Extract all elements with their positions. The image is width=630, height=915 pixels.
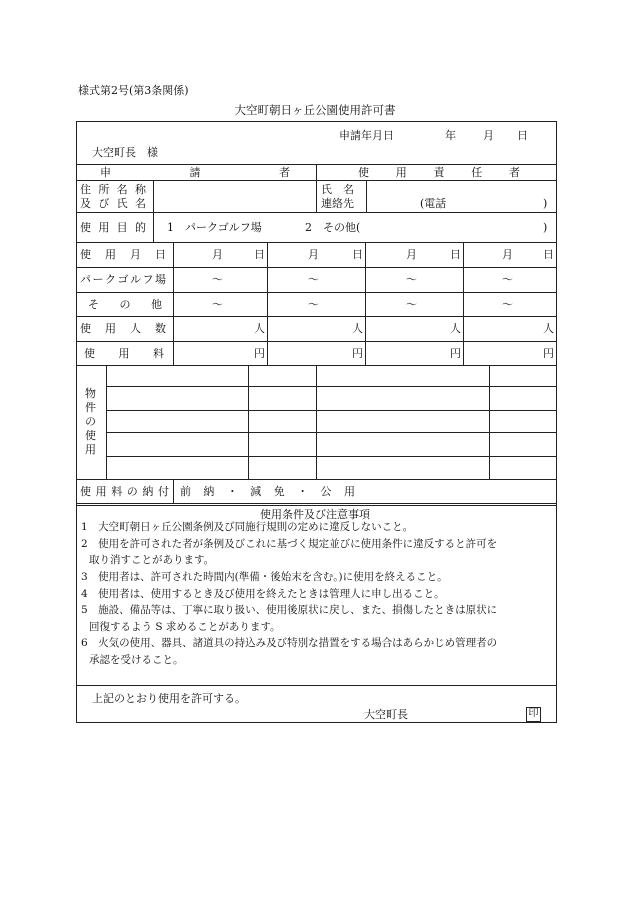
payment-option-char[interactable]: 納 (203, 485, 215, 498)
others-label (88, 298, 162, 311)
date-day-4: 日 (543, 248, 554, 261)
approval-statement: 上記のとおり使用を許可する。 (92, 692, 246, 705)
fee-unit-1: 円 (254, 347, 265, 360)
responsible-heading-char: 用 (395, 166, 407, 179)
addressee: 大空町長 様 (92, 146, 158, 159)
people-unit-2: 人 (352, 322, 363, 335)
address-label-1-char: 所 (98, 183, 110, 196)
payment-label (80, 485, 169, 498)
payment-separator: ・ (297, 485, 309, 498)
phone-label: (電話 (420, 197, 447, 210)
time-range-tilde-1: ～ (212, 273, 223, 286)
applicant-heading-char: 請 (189, 166, 201, 179)
people-label-char: 用 (105, 322, 116, 335)
payment-label-char: 料 (111, 485, 123, 498)
condition-line: 1 大空町朝日ヶ丘公園条例及び同施行規則の定めに違反しないこと。 (81, 521, 414, 533)
use-date-label-char: 使 (80, 248, 91, 261)
payment-option-char[interactable]: 用 (343, 485, 355, 498)
payment-label-char: の (126, 485, 138, 498)
condition-line: 取り消すことがあります。 (89, 554, 215, 566)
time-range-tilde-2: ～ (308, 298, 319, 311)
responsible-heading-char: 者 (509, 166, 520, 179)
park-golf-label-char: ゴ (117, 273, 129, 286)
people-unit-4: 人 (543, 322, 554, 335)
address-label-1-char: 称 (134, 183, 146, 196)
date-month-4: 月 (502, 248, 513, 261)
payment-option-char[interactable]: 免 (273, 485, 285, 498)
payment-label-char: 付 (157, 485, 169, 498)
others-label-char: 他 (151, 298, 162, 311)
time-range-tilde-1: ～ (212, 298, 223, 311)
page-title: 大空町朝日ヶ丘公園使用許可書 (234, 103, 396, 117)
responsible-heading-char: 責 (433, 166, 445, 179)
address-label-2-char: 及 (80, 197, 91, 210)
fee-unit-3: 円 (450, 347, 461, 360)
items-label-char: 件 (85, 401, 96, 414)
people-unit-1: 人 (254, 322, 265, 335)
fee-unit-4: 円 (543, 347, 554, 360)
park-golf-label-char: ル (130, 273, 141, 286)
park-golf-label (80, 273, 166, 286)
people-label (80, 322, 166, 335)
payment-label-char: 使 (80, 485, 91, 498)
address-label-1-char: 住 (80, 183, 91, 196)
conditions-title: 使用条件及び注意事項 (260, 508, 370, 521)
contact-label: 連絡先 (321, 197, 354, 210)
date-month-1: 月 (212, 248, 223, 261)
application-day: 日 (517, 129, 528, 142)
use-date-label (80, 248, 166, 261)
condition-line: 2 使用を許可された者が条例及びこれに基づく規定並びに使用条件に違反すると許可を (81, 538, 498, 550)
date-day-1: 日 (254, 248, 265, 261)
use-date-label-char: 月 (130, 248, 141, 261)
address-label-2-char: び (98, 197, 110, 210)
items-label-char: 物 (85, 387, 96, 400)
phone-close: ) (543, 197, 548, 210)
application-month: 月 (483, 129, 494, 142)
condition-line: 承認を受けること。 (89, 654, 184, 666)
park-golf-label-char: パ (80, 273, 91, 286)
seal-mark: 印 (526, 707, 541, 722)
date-day-3: 日 (450, 248, 461, 261)
address-label-1 (80, 183, 146, 196)
purpose-label (80, 221, 146, 234)
time-range-tilde-3: ～ (406, 298, 417, 311)
park-golf-label-char: 場 (155, 273, 166, 286)
time-range-tilde-4: ～ (502, 273, 513, 286)
payment-label-char: 用 (95, 485, 107, 498)
time-range-tilde-4: ～ (502, 298, 513, 311)
address-label-2-char: 氏 (116, 197, 128, 210)
address-label-1-char: 名 (116, 183, 128, 196)
application-date-label: 申請年月日 (339, 129, 394, 142)
fee-unit-2: 円 (352, 347, 363, 360)
people-label-char: 人 (130, 322, 141, 335)
applicant-heading-char: 申 (100, 166, 111, 179)
date-month-2: 月 (308, 248, 319, 261)
items-label-char: 使 (85, 429, 96, 442)
others-label-char: の (119, 298, 131, 311)
park-golf-label-char: フ (142, 273, 154, 286)
address-label-2-char: 名 (134, 197, 146, 210)
people-unit-3: 人 (450, 322, 461, 335)
date-day-2: 日 (352, 248, 363, 261)
condition-line: 3 使用者は、許可された時間内(準備・後始末を含む。)に使用を終えること。 (81, 571, 448, 583)
purpose-label-char: 用 (98, 221, 110, 234)
form-number: 様式第2号(第3条関係) (78, 84, 189, 97)
fee-label-char: 料 (153, 347, 164, 360)
park-golf-label-char: ク (105, 273, 116, 286)
address-name-field[interactable] (155, 182, 315, 212)
payment-label-char: 納 (142, 485, 154, 498)
address-label-2 (80, 197, 146, 210)
payment-separator: ・ (226, 485, 238, 498)
purpose-label-char: 使 (80, 221, 91, 234)
payment-option-char[interactable]: 公 (320, 485, 332, 498)
purpose-label-char: 目 (116, 221, 128, 234)
applicant-heading-char: 者 (279, 166, 290, 179)
fee-label-char: 使 (84, 347, 95, 360)
issuer: 大空町長 (364, 708, 408, 721)
items-label-char: の (85, 415, 96, 428)
payment-option-char[interactable]: 減 (250, 485, 262, 498)
use-date-label-char: 日 (155, 248, 166, 261)
responsible-heading-char: 任 (471, 166, 483, 179)
time-range-tilde-2: ～ (308, 273, 319, 286)
condition-line: 6 火気の使用、器具、諸道具の持込み及び特別な措置をする場合はあらかじめ管理者の (81, 637, 498, 649)
condition-line: 4 使用者は、使用するとき及び使用を終えたときは管理人に申し出ること。 (81, 588, 445, 600)
application-year: 年 (445, 129, 456, 142)
others-label-char: そ (88, 298, 99, 311)
purpose-label-char: 的 (134, 221, 146, 234)
people-label-char: 数 (155, 322, 166, 335)
payment-option-char[interactable]: 前 (180, 485, 191, 498)
payment-options (180, 485, 355, 498)
use-date-label-char: 用 (105, 248, 116, 261)
responsible-name-field[interactable] (368, 182, 554, 196)
items-label-char: 用 (85, 443, 96, 456)
purpose-option-parkgolf[interactable]: 1 パークゴルフ場 (167, 221, 262, 234)
fee-label (84, 347, 164, 360)
condition-line: 回復するよう S 求めることがあります。 (89, 621, 281, 633)
condition-line: 5 施設、備品等は、丁寧に取り扱い、使用後原状に戻し、また、損傷したときは原状に (81, 604, 498, 616)
fee-label-char: 用 (118, 347, 130, 360)
park-golf-label-char: ー (92, 273, 104, 286)
purpose-close: ) (543, 221, 548, 234)
name-label: 氏 名 (321, 183, 354, 196)
people-label-char: 使 (80, 322, 91, 335)
time-range-tilde-3: ～ (406, 273, 417, 286)
purpose-option-other[interactable]: 2 その他( (305, 221, 361, 234)
responsible-heading-char: 使 (358, 166, 369, 179)
date-month-3: 月 (406, 248, 417, 261)
